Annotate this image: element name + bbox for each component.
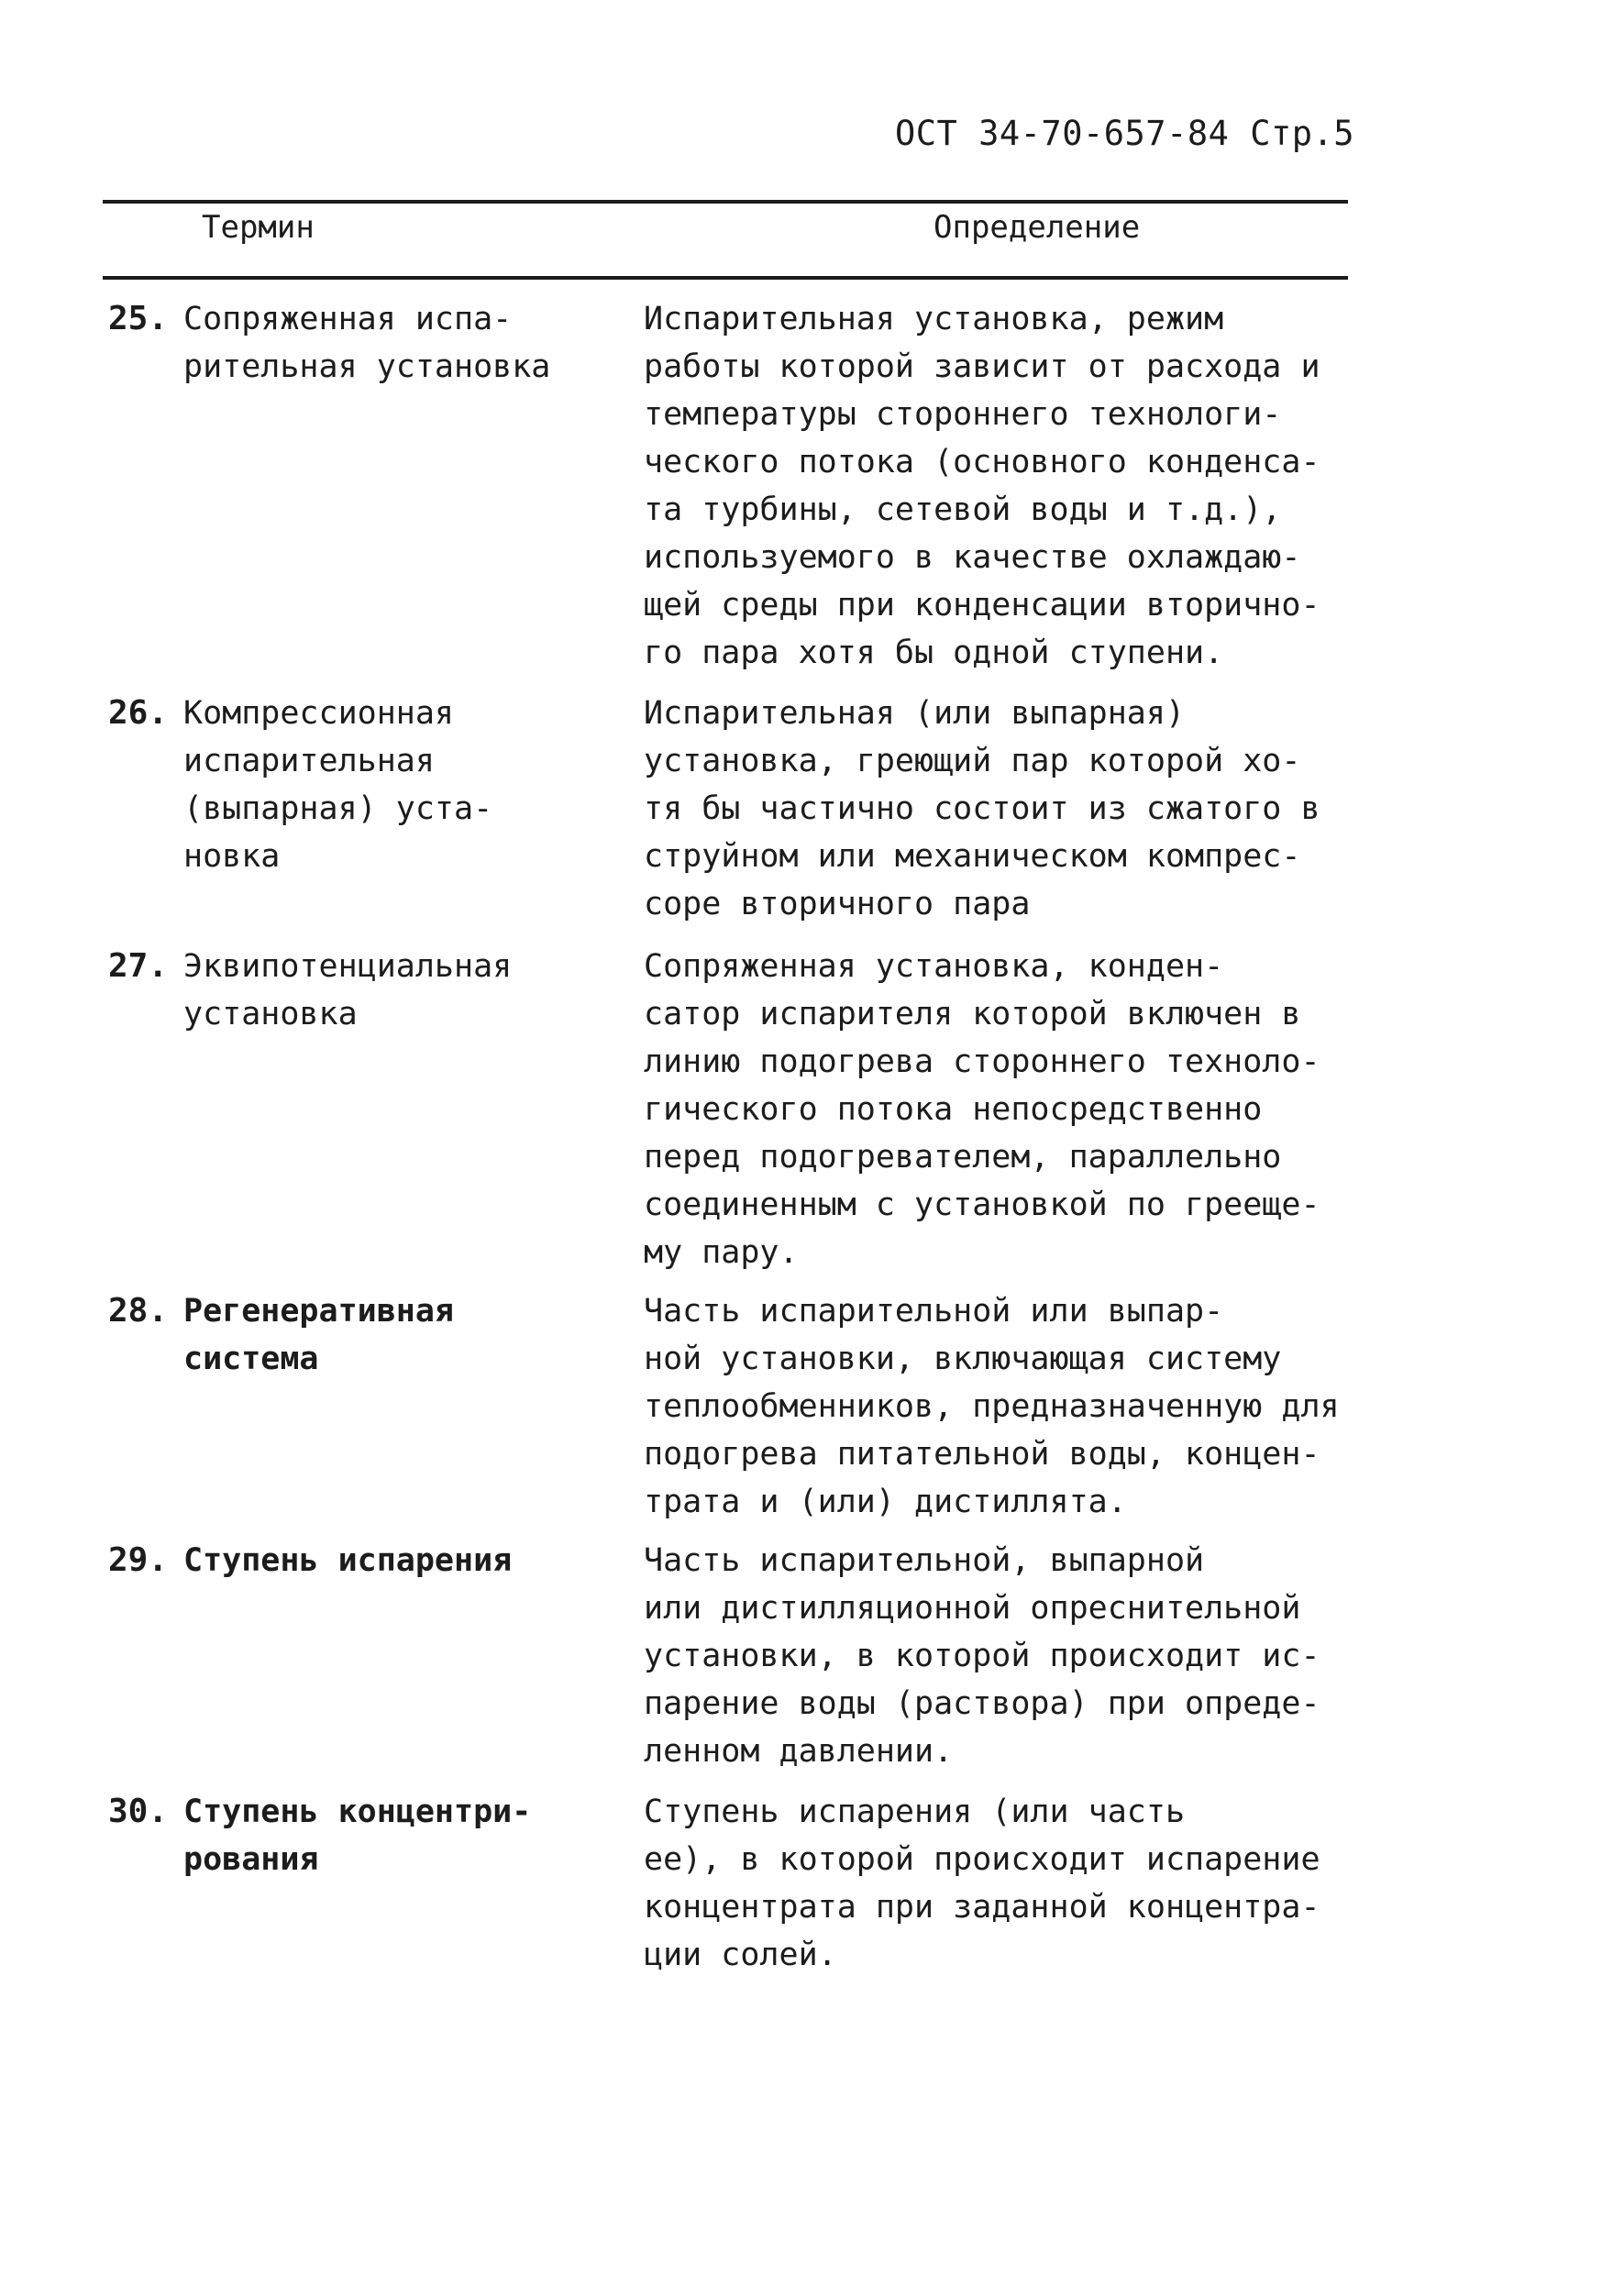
- table-header-rule: [103, 276, 1348, 280]
- entry-term: Сопряженная испа- рительная установка: [183, 301, 551, 385]
- page-header-standard-ref: ОСТ 34-70-657-84 Стр.5: [895, 114, 1355, 153]
- entry-definition: Ступень испарения (или часть ее), в которой происходит испарение концентрата при заданной концентра- ции солей.: [644, 1794, 1320, 1973]
- entry-definition: Часть испарительной или выпар- ной установки, включающая систему теплообменников, предназначенную для подогрева питательной воды, концен- трата и (или) дистиллята.: [644, 1293, 1340, 1520]
- entry-definition: Часть испарительной, выпарной или дистилляционной опреснительной установки, в которой происходит ис- парение воды (раствора) при опреде- ленном давлении.: [644, 1542, 1320, 1770]
- entry-term: Эквипотенциальная установка: [183, 948, 513, 1032]
- entry-term: Регенеративная система: [183, 1293, 455, 1377]
- entry-number: 25.: [108, 300, 169, 337]
- entry-number: 26.: [108, 694, 169, 732]
- column-header-term: Термин: [202, 209, 315, 246]
- entry-term: Ступень концентри- рования: [183, 1794, 532, 1878]
- entry-term: Ступень испарения: [183, 1542, 513, 1579]
- table-top-rule: [103, 200, 1348, 204]
- entry-term: Компрессионная испарительная (выпарная) уста- новка: [183, 695, 493, 875]
- column-header-definition: Определение: [934, 209, 1141, 246]
- entry-number: 27.: [108, 947, 169, 985]
- entry-definition: Испарительная установка, режим работы которой зависит от расхода и температуры стороннего технологи- ческого потока (основного конденса- та турбины, сетевой воды и т.д.), используемого в качестве охлаждаю- щей среды при конденсации вторично- го пара хотя бы одной ступени.: [644, 301, 1320, 671]
- entry-definition: Сопряженная установка, конден- сатор испарителя которой включен в линию подогрева стороннего техноло- гического потока непосредственно перед подогревателем, параллельно соединенным с установкой по грееще- му пару.: [644, 948, 1320, 1271]
- entry-number: 30.: [108, 1793, 169, 1830]
- entry-number: 29.: [108, 1541, 169, 1579]
- entry-number: 28.: [108, 1292, 169, 1330]
- entry-definition: Испарительная (или выпарная) установка, греющий пар которой хо- тя бы частично состоит из сжатого в струйном или механическом компрес- соре вторичного пара: [644, 695, 1320, 922]
